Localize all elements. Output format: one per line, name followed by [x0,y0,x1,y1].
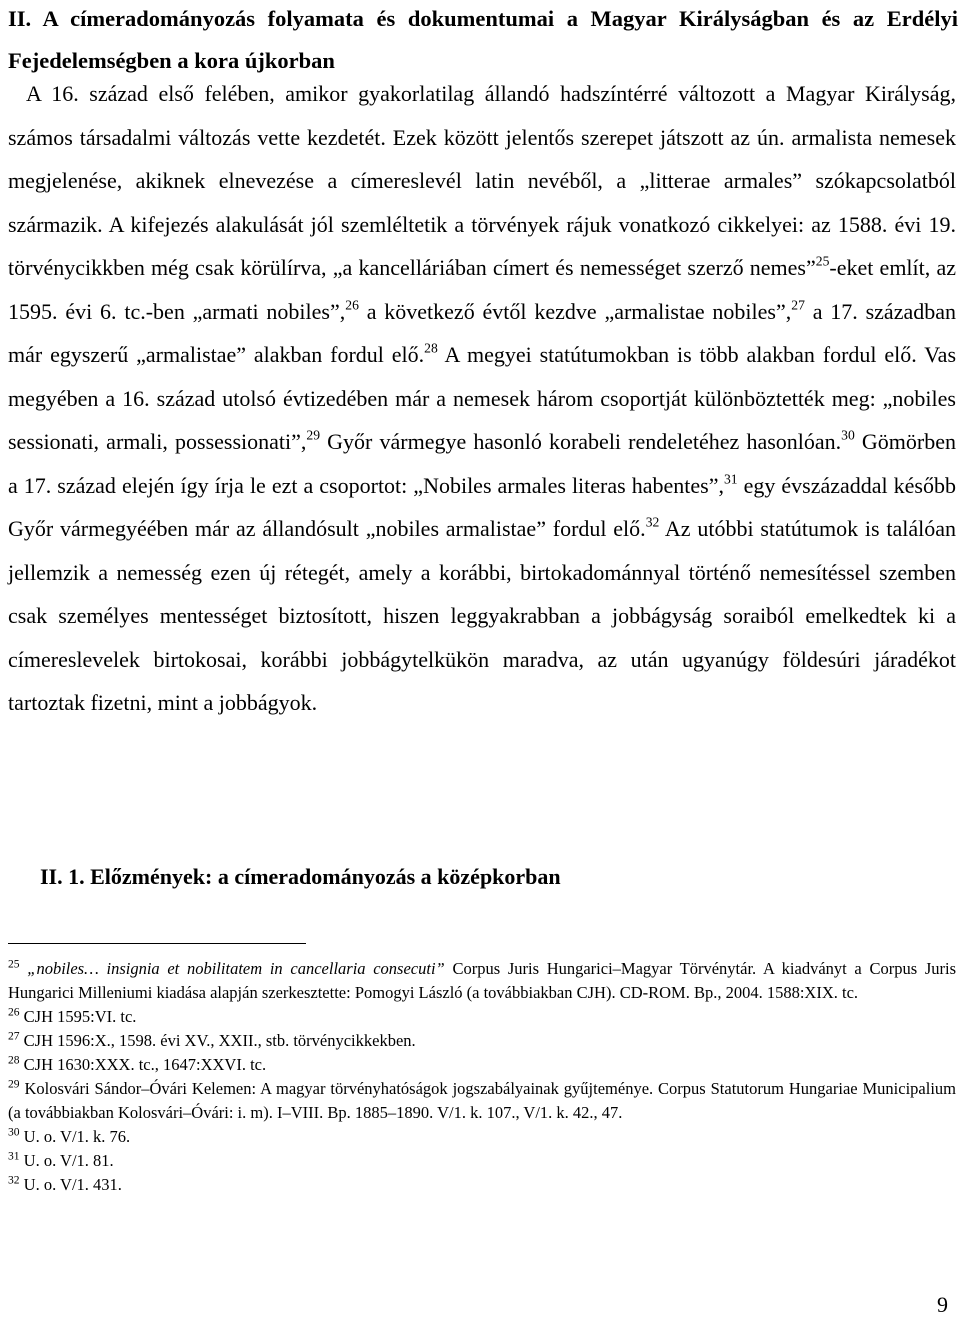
section-subheading: II. 1. Előzmények: a címeradományozás a középkorban [40,864,561,889]
footnote-number: 25 [8,958,20,971]
footnote-ref-27[interactable]: 27 [791,296,805,312]
chapter-heading: II. A címeradományozás folyamata és dokumentumai a Magyar Királyságban és az Erdélyi Fejedelemségben a kora újkorban [8,6,958,73]
body-text-s9: Az utóbbi statútumok is találóan jellemzik a nemesség ezen új rétegét, amely a korábbi, birtokadománnyal történő nemesítéssel szemben csak személyes mentességet biztosított, hiszen leggyakrabban a jobbágyság soraiból emelkedtek ki a címereslevelek birtokosai, korábbi jobbágytelkükön maradva, az után ugyanúgy földesúri járadékot tartoztak fizetni, mint a jobbágyok. [8,516,956,715]
footnote-28 [8,1053,956,1077]
body-text-s4: a 17. században már egyszerű „armalistae” alakban fordul elő. [8,298,956,367]
body-paragraph [8,72,956,725]
body-text-s1: A 16. század első felében, amikor gyakorlatilag állandó hadszíntérré változott a Magyar Királyság, számos társadalmi változás vette kezdetét. Ezek között jelentős szerepet játszott az ún. armalista nemesek megjelenése, akiknek elnevezése a címereslevél latin nevéből, a „litterae armales” szókapcsolatból származik. A kifejezés alakulását jól szemléltetik a törvények rájuk vonatkozó cikkelyei: az 1588. évi 19. törvénycikkben még csak körülírva, „a kancelláriában címert és nemességet szerző nemes” [8,81,956,280]
footnote-ref-26[interactable]: 26 [345,296,359,312]
footnote-text: U. o. V/1. 431. [19,1175,122,1194]
footnote-ref-25[interactable]: 25 [815,253,830,269]
footnote-number: 31 [8,1150,20,1163]
body-text-s2: -eket említ, az 1595. évi 6. tc.-ben „armati nobiles”, [8,255,956,324]
footnote-26 [8,1005,956,1029]
footnote-number: 32 [8,1174,20,1187]
footnote-text: CJH 1596:X., 1598. évi XV., XXII., stb. törvénycikkekben. [19,1031,416,1050]
footnote-32 [8,1173,956,1197]
body-text-s3: a következő évtől kezdve „armalistae nobiles”, [358,298,792,324]
footnote-25 [8,957,956,1005]
footnote-text: U. o. V/1. k. 76. [19,1127,131,1146]
footnote-italic-text: „nobiles… insignia et nobilitatem in cancellaria consecuti” [27,959,445,978]
footnote-ref-28[interactable]: 28 [424,340,438,356]
footnote-separator [8,943,306,944]
footnote-text: CJH 1630:XXX. tc., 1647:XXVI. tc. [19,1055,267,1074]
footnote-ref-30[interactable]: 30 [841,427,855,443]
footnote-27 [8,1029,956,1053]
footnote-ref-31[interactable]: 31 [723,470,738,486]
footnote-number: 29 [8,1078,20,1091]
footnotes [8,957,956,1197]
body-text-s7: Gömörben a 17. század elején így írja le ezt a csoportot: „Nobiles armales literas habentes”, [8,429,957,498]
body-text-s6: Győr vármegye hasonló korabeli rendeletéhez hasonlóan. [320,429,842,454]
footnote-text: Kolosvári Sándor–Óvári Kelemen: A magyar törvényhatóságok jogszabályainak gyűjteménye. Corpus Statutorum Hungariae Municipalium (a továbbiakban Kolosvári–Óvári: i. m). I–VIII. Bp. 1885–1890. V/1. k. 107., V/1. k. 42., 47. [8,1079,956,1122]
footnote-number: 28 [8,1054,20,1067]
body-text-s5: A megyei statútumokban is több alakban fordul elő. Vas megyében a 16. század utolsó évtizedében már a nemesek három csoportját különböztették meg: „nobiles sessionati, armali, possessionati”, [8,342,957,454]
footnote-31 [8,1149,956,1173]
footnote-number: 30 [8,1126,20,1139]
footnote-ref-32[interactable]: 32 [645,514,660,530]
footnote-number: 26 [8,1006,20,1019]
body-text-s8: egy évszázaddal később Győr vármegyéében már az állandósult „nobiles armalistae” fordul elő. [8,472,956,541]
footnote-text: CJH 1595:VI. tc. [19,1007,137,1026]
footnote-text: U. o. V/1. 81. [19,1151,114,1170]
footnote-29 [8,1077,956,1125]
footnote-number: 27 [8,1030,20,1043]
footnote-ref-29[interactable]: 29 [306,427,321,443]
page-number: 9 [937,1292,948,1317]
footnote-text: Corpus Juris Hungarici–Magyar Törvénytár. A kiadványt a Corpus Juris Hungarici Milleniumi kiadása alapján szerkesztette: Pomogyi László (a továbbiakban CJH). CD-ROM. Bp., 2004. 1588:XIX. tc. [8,959,957,1002]
footnote-30 [8,1125,956,1149]
